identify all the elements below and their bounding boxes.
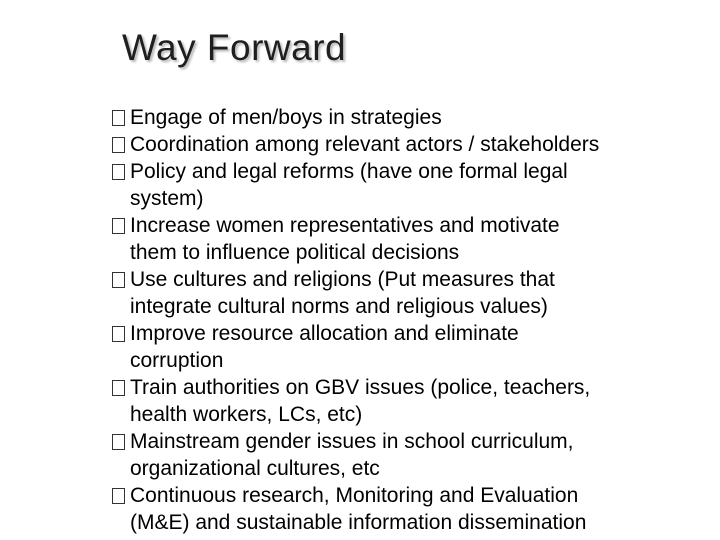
bullet-item xyxy=(112,482,712,536)
bullet-item xyxy=(112,158,712,212)
bullet-text-continued: corruption xyxy=(130,349,224,372)
bullet-box-icon xyxy=(112,380,125,396)
bullet-item xyxy=(112,131,712,158)
bullet-text-continued: (M&E) and sustainable information dissemination xyxy=(130,511,587,534)
bullet-item xyxy=(112,428,712,482)
bullet-text: Train authorities on GBV issues (police, teachers, xyxy=(130,376,591,399)
bullet-list xyxy=(112,104,712,536)
bullet-box-icon xyxy=(112,272,125,288)
bullet-box-icon xyxy=(112,218,125,234)
bullet-text: Policy and legal reforms (have one formal legal xyxy=(130,160,568,183)
bullet-item xyxy=(112,374,712,428)
bullet-text-continued: them to influence political decisions xyxy=(130,241,460,264)
bullet-text: Coordination among relevant actors / stakeholders xyxy=(130,133,600,156)
bullet-text: Improve resource allocation and eliminate xyxy=(130,322,519,345)
bullet-text: Increase women representatives and motivate xyxy=(130,214,560,237)
bullet-item xyxy=(112,320,712,374)
bullet-text-continued: organizational cultures, etc xyxy=(130,457,380,480)
bullet-text: Continuous research, Monitoring and Evaluation xyxy=(130,484,579,507)
bullet-text: Mainstream gender issues in school curriculum, xyxy=(130,430,574,453)
bullet-text: Engage of men/boys in strategies xyxy=(130,106,442,129)
bullet-text: Use cultures and religions (Put measures that xyxy=(130,268,555,291)
bullet-text-continued: integrate cultural norms and religious values) xyxy=(130,295,548,318)
bullet-item xyxy=(112,212,712,266)
bullet-box-icon xyxy=(112,326,125,342)
bullet-box-icon xyxy=(112,434,125,450)
bullet-text-continued: health workers, LCs, etc) xyxy=(130,403,363,426)
bullet-box-icon xyxy=(112,488,125,504)
bullet-box-icon xyxy=(112,110,125,126)
bullet-item xyxy=(112,104,712,131)
slide-title: Way Forward xyxy=(122,27,347,68)
bullet-text-continued: system) xyxy=(130,187,204,210)
bullet-box-icon xyxy=(112,164,125,180)
bullet-box-icon xyxy=(112,137,125,153)
bullet-item xyxy=(112,266,712,320)
